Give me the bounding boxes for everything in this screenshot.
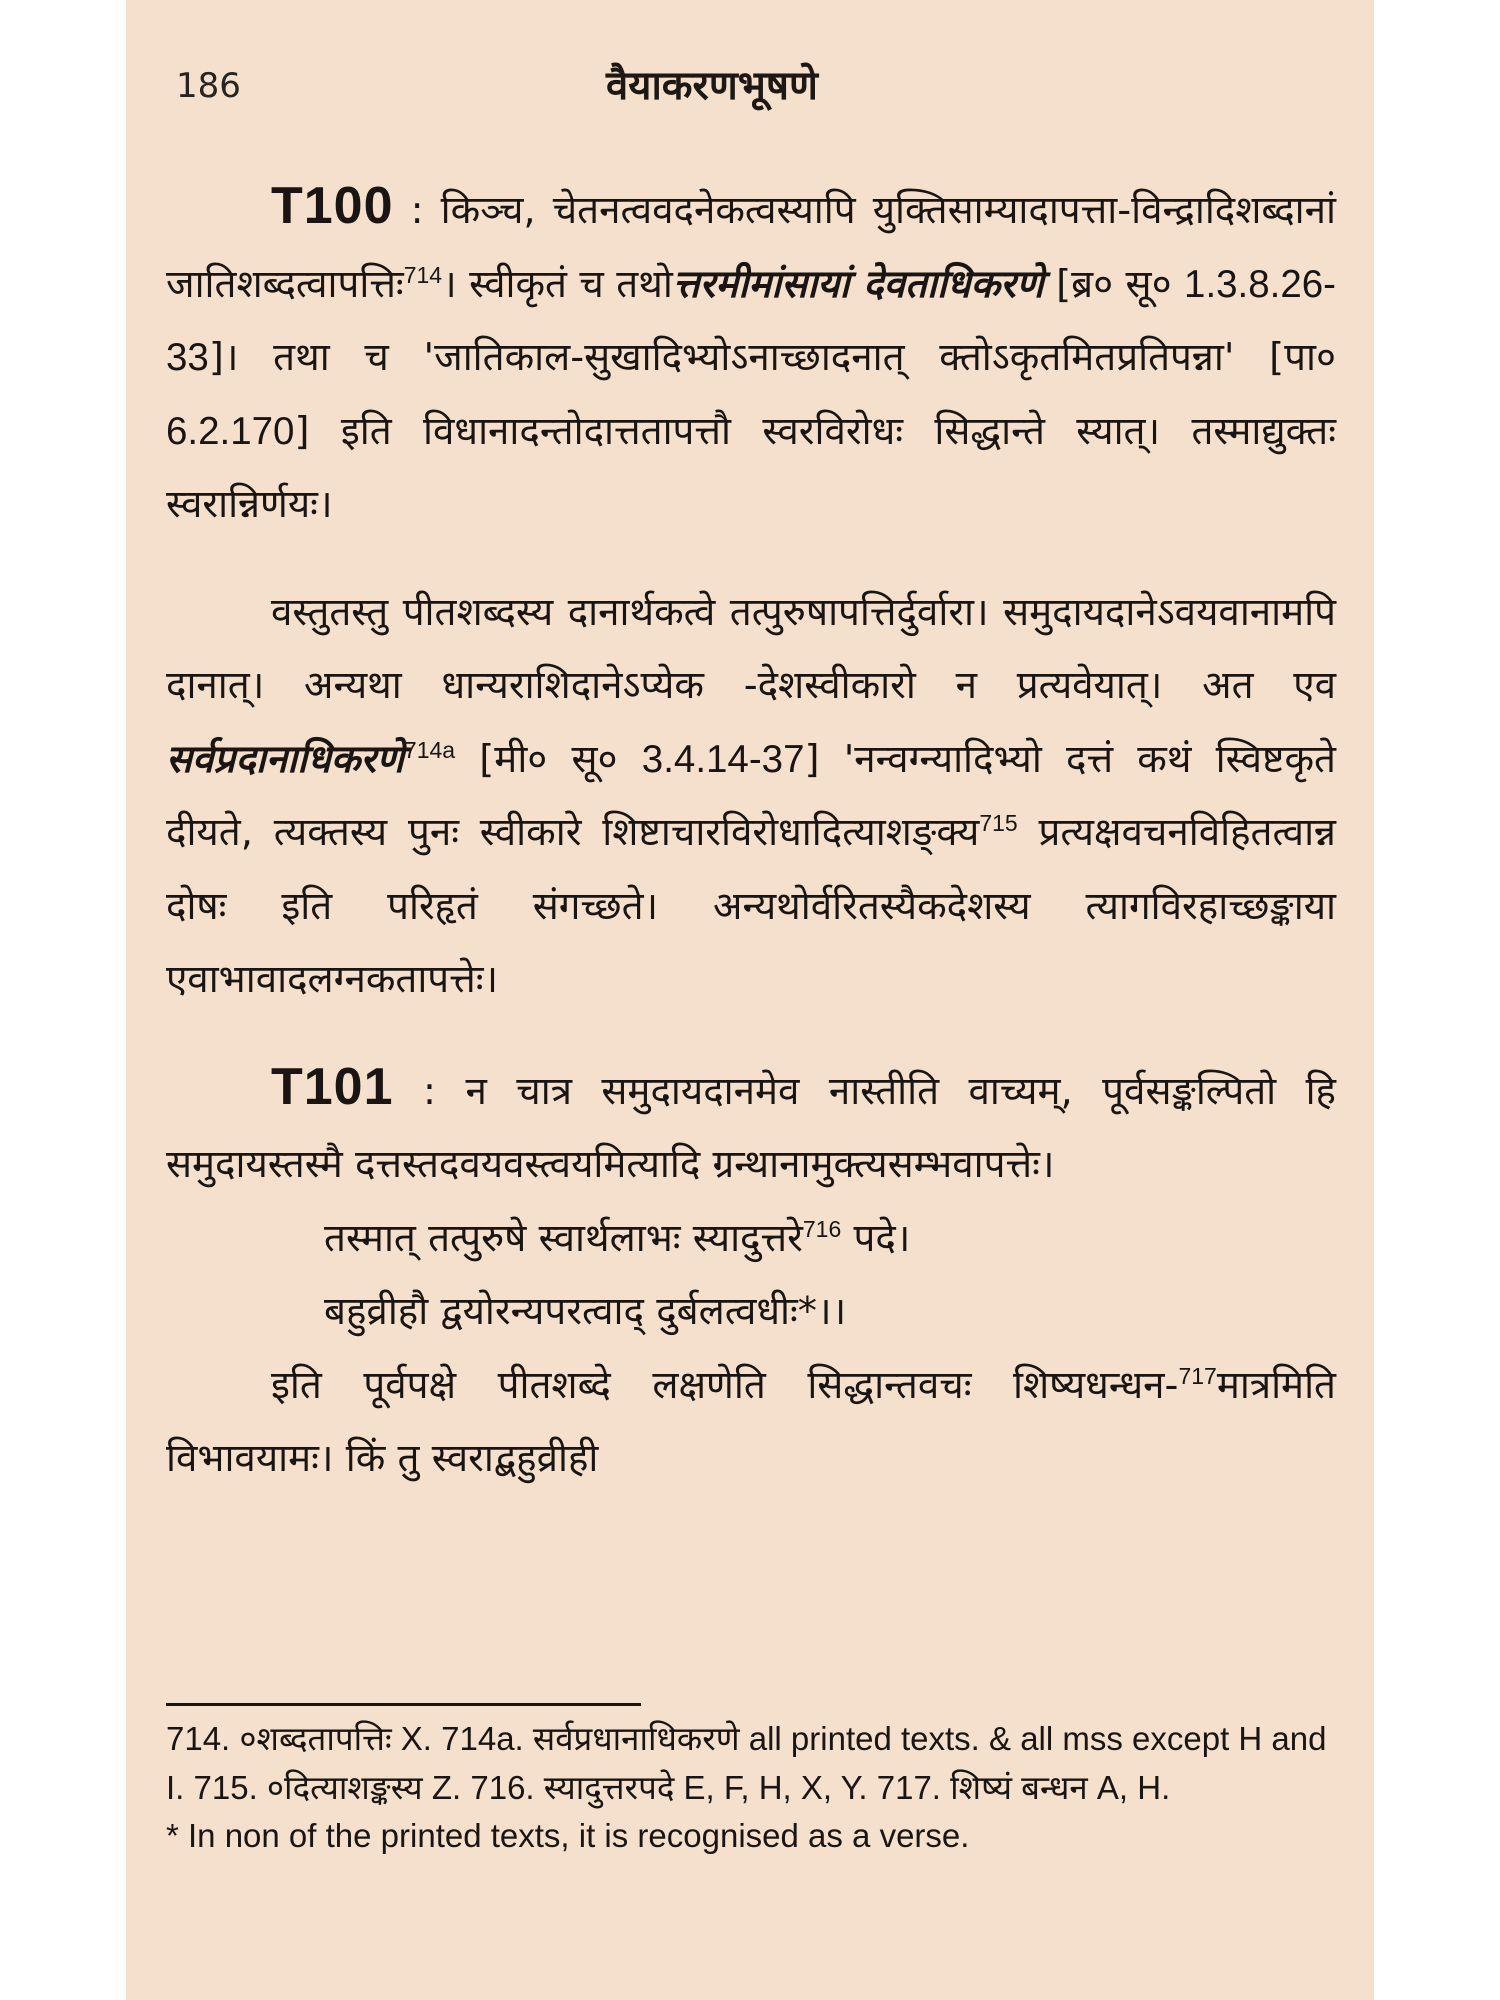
paragraph-text: किञ्च, चेतनत्ववदनेकत्वस्यापि युक्तिसाम्यादापत्ता-विन्द्रादिशब्दानां जातिशब्दत्वापत्तिः: [166, 188, 1336, 307]
paragraph-iti: [166, 1349, 1336, 1496]
footnote-ref-715: 715: [979, 810, 1018, 836]
footnote-ref-716: 716: [802, 1215, 842, 1242]
citation-number: 1.3.8.26-33: [166, 262, 1337, 379]
section-label-t101: T101: [271, 1057, 394, 1116]
footnotes: [166, 1715, 1346, 1861]
paragraph-text: इति पूर्वपक्षे पीतशब्दे लक्षणेति सिद्धान्तवचः शिष्यधन्धन-: [271, 1362, 1179, 1408]
section-label-t100: T100: [271, 177, 394, 235]
paragraph-text: [मी० सू०: [455, 736, 642, 782]
page-number: 186: [176, 66, 241, 106]
footnote-star-note: * In non of the printed texts, it is recognised as a verse.: [166, 1817, 970, 1854]
footnote-ref-714a: 714a: [403, 736, 456, 763]
footnote-text: 714. ०शब्दतापत्तिः X. 714a. सर्वप्रधानाधिकरणे all printed texts. & all mss except H and I. 715. ०दित्याशङ्कस्य Z. 716. स्यादुत्तरपदे E, F, H, X, Y. 717. शिष्यं बन्धन A, H.: [166, 1720, 1327, 1806]
label-colon: :: [393, 1068, 466, 1114]
citation-number: 3.4.14-37: [641, 737, 805, 781]
footnote-ref-714: 714: [403, 261, 443, 288]
paragraph-t101: [166, 1051, 1336, 1202]
emphasized-term: सर्वप्रदानाधिकरणे: [166, 736, 404, 782]
citation-number: 6.2.170: [166, 409, 295, 453]
paragraph-text: ]। तथा च 'जातिकाल-सुखादिभ्योऽनाच्छादनात् क्तोऽकृतमितप्रतिपन्ना' [पा०: [208, 335, 1336, 380]
paragraph-text: [ब्र० सू०: [1043, 261, 1185, 307]
footnote-ref-717: 717: [1178, 1362, 1217, 1389]
running-title: वैयाकरणभूषणे: [606, 63, 818, 109]
paragraph-text: ] 'नन्वग्न्यादिभ्यो दत्तं कथं स्विष्टकृते दीयते, त्यक्तस्य पुनः स्वीकारे शिष्टाचारविरोधादित्याशङ्क्य: [166, 736, 1336, 855]
paragraph-t100: [166, 170, 1336, 542]
paragraph-text: प्रत्यक्षवचनविहितत्वान्न दोषः इति परिहृतं संगच्छते। अन्यथोर्वरितस्यैकदेशस्य त्यागविरहाच्छङ्काया एवाभावादलग्नकतापत्तेः।: [166, 810, 1337, 1002]
book-page: [126, 0, 1374, 2000]
paragraph-vastutastu: [166, 576, 1336, 1017]
paragraph-text: । स्वीकृतं च तथो: [442, 261, 673, 307]
verse-line-2: बहुव्रीहौ द्वयोरन्यपरत्वाद् दुर्बलत्वधीः*।।: [324, 1289, 847, 1334]
emphasized-term: त्तरमीमांसायां देवताधिकरणे: [672, 261, 1044, 307]
paragraph-text: वस्तुतस्तु पीतशब्दस्य दानार्थकत्वे तत्पुरुषापत्तिर्दुर्वारा। समुदायदानेऽवयवानामपि दानात्। अन्यथा धान्यराशिदानेऽप्येक -देशस्वीकारो न प्रत्यवेयात्। अत एव: [166, 589, 1336, 708]
footnote-divider: [166, 1703, 641, 1706]
verse-line-1: [324, 1202, 1336, 1276]
paragraph-text: न चात्र समुदायदानमेव नास्तीति वाच्यम्, पूर्वसङ्कल्पितो हि समुदायस्तस्मै दत्तस्तदवयवस्त्वयमित्यादि ग्रन्थानामुक्त्यसम्भवापत्तेः।: [166, 1068, 1336, 1187]
label-colon: :: [393, 188, 441, 233]
paragraph-text: ] इति विधानादन्तोदात्ततापत्तौ स्वरविरोधः सिद्धान्ते स्यात्। तस्माद्युक्तः स्वरान्निर्णयः।: [166, 408, 1336, 527]
verse-text: पदे।: [841, 1215, 911, 1261]
main-text: [166, 170, 1336, 1496]
paragraph-text: मात्रमिति विभावयामः। किं तु स्वराद्बहुव्रीही: [166, 1362, 1336, 1481]
verse-text: तस्मात् तत्पुरुषे स्वार्थलाभः स्यादुत्तरे: [324, 1215, 803, 1261]
